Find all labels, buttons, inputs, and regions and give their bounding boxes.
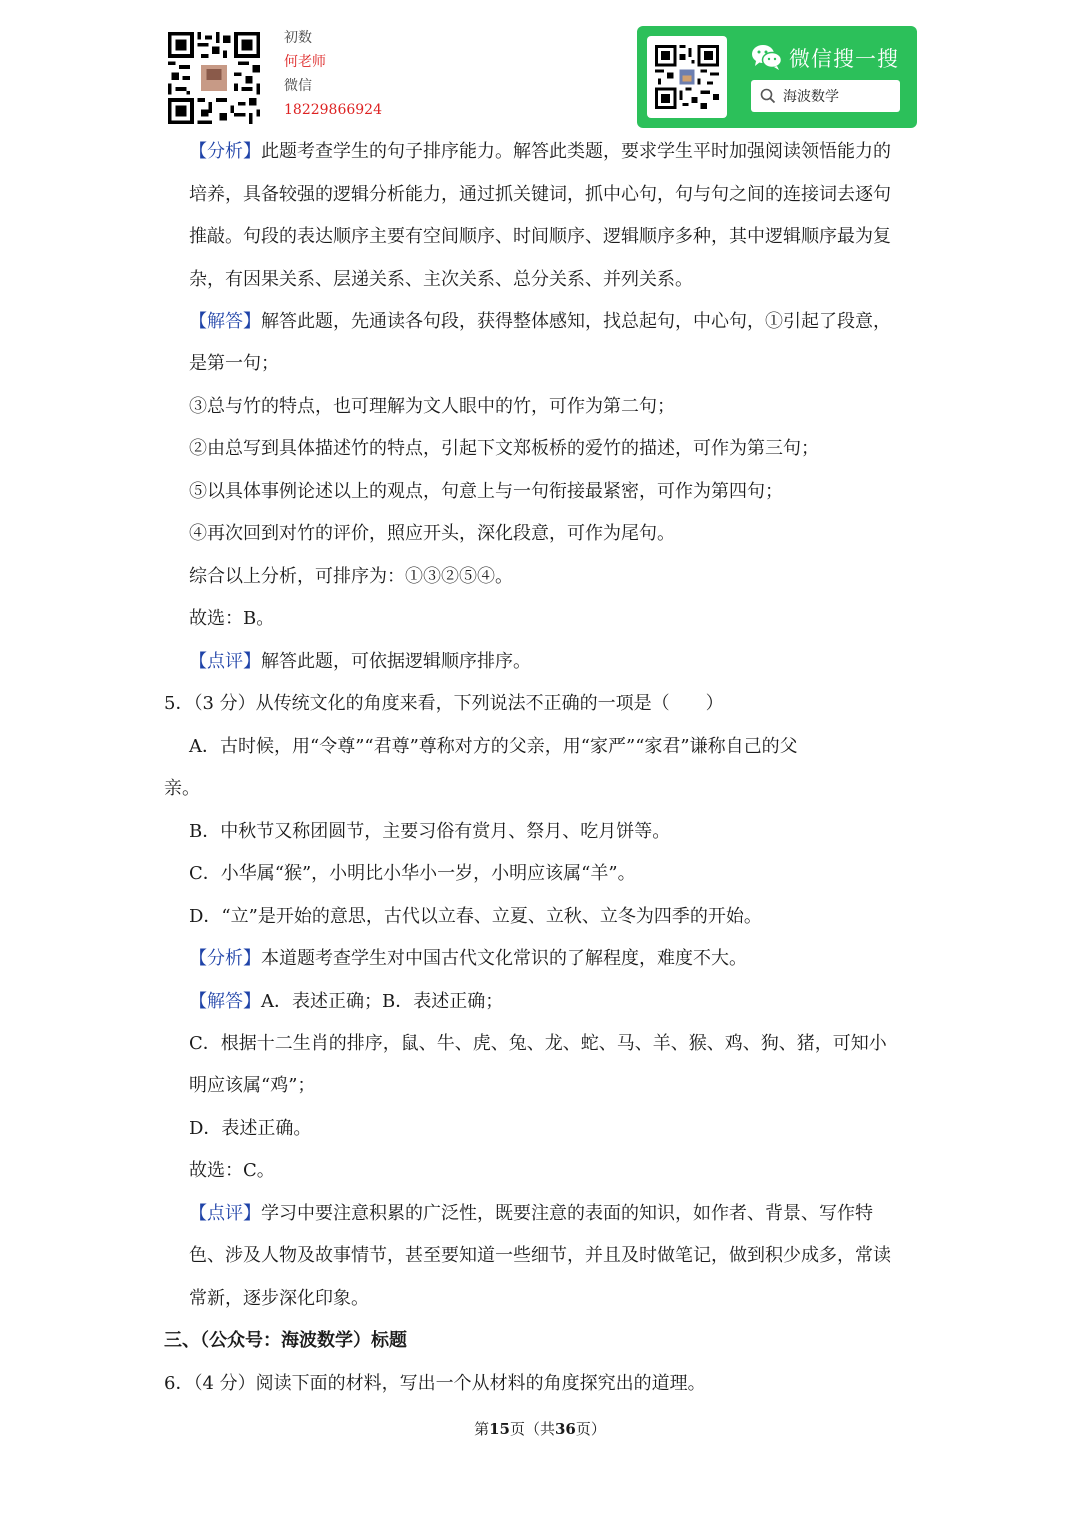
answer-tag: 【解答】 bbox=[189, 991, 261, 1012]
section-title: 三、（公众号：海波数学）标题 bbox=[164, 1330, 407, 1351]
q5-comment-line: 常新，逐步深化印象。 bbox=[189, 1288, 369, 1309]
q5-option-b: B．中秋节又称团圆节，主要习俗有赏月、祭月、吃月饼等。 bbox=[189, 821, 671, 842]
q4-answer-line: 故选：B。 bbox=[189, 608, 275, 629]
contact-line: 初数 bbox=[284, 30, 312, 46]
wechat-logo-icon bbox=[751, 43, 783, 71]
q5-option-c: C．小华属“猴”，小明比小华小一岁，小明应该属“羊”。 bbox=[189, 863, 636, 884]
contact-phone: 18229866924 bbox=[284, 102, 382, 118]
q4-answer-line: 是第一句； bbox=[189, 353, 279, 374]
q5-option-a-cont: 亲。 bbox=[164, 778, 200, 799]
contact-line: 微信 bbox=[284, 78, 312, 94]
page-total: 36 bbox=[555, 1420, 576, 1438]
q5-comment-line: 色、涉及人物及故事情节，甚至要知道一些细节，并且及时做笔记，做到积少成多，常读 bbox=[189, 1245, 891, 1266]
page-number: 第15页（共36页） bbox=[474, 1420, 606, 1438]
analysis-tag: 【分析】 bbox=[189, 948, 261, 969]
q5-answer-line: D．表述正确。 bbox=[189, 1118, 312, 1139]
contact-line: 何老师 bbox=[284, 54, 326, 70]
contact-info bbox=[284, 26, 382, 122]
q4-answer-line: ③总与竹的特点，也可理解为文人眼中的竹，可作为第二句； bbox=[189, 396, 675, 417]
qr-code-left bbox=[168, 32, 260, 124]
q5-answer-line: 明应该属“鸡”； bbox=[189, 1075, 316, 1096]
q4-analysis-line: 杂，有因果关系、层递关系、主次关系、总分关系、并列关系。 bbox=[189, 269, 693, 290]
q4-analysis-line: 培养，具备较强的逻辑分析能力，通过抓关键词，抓中心句，句与句之间的连接词去逐句 bbox=[189, 184, 891, 205]
wechat-search-text: 海波数学 bbox=[783, 89, 839, 105]
q4-answer-line: ④再次回到对竹的评价，照应开头，深化段意，可作为尾句。 bbox=[189, 523, 675, 544]
page-current: 15 bbox=[489, 1420, 510, 1438]
q4-analysis-line: 推敲。句段的表达顺序主要有空间顺序、时间顺序、逻辑顺序多种，其中逻辑顺序最为复 bbox=[189, 226, 891, 247]
comment-tag: 【点评】 bbox=[189, 1203, 261, 1224]
wechat-search-box[interactable] bbox=[751, 80, 900, 112]
q5-stem: 5．（3 分）从传统文化的角度来看，下列说法不正确的一项是（ ） bbox=[164, 693, 724, 714]
answer-tag: 【解答】 bbox=[189, 311, 261, 332]
q5-analysis-line: 【分析】本道题考查学生对中国古代文化常识的了解程度，难度不大。 bbox=[189, 948, 747, 969]
q4-answer-line: ⑤以具体事例论述以上的观点，句意上与一句衔接最紧密，可作为第四句； bbox=[189, 481, 783, 502]
q5-answer-line: C．根据十二生肖的排序，鼠、牛、虎、兔、龙、蛇、马、羊、猴、鸡、狗、猪，可知小 bbox=[189, 1033, 887, 1054]
comment-tag: 【点评】 bbox=[189, 651, 261, 672]
q4-answer-line: 【解答】解答此题，先通读各句段，获得整体感知，找总起句，中心句，①引起了段意， bbox=[189, 311, 891, 332]
q4-answer-line: 综合以上分析，可排序为：①③②⑤④。 bbox=[189, 566, 513, 587]
analysis-tag: 【分析】 bbox=[189, 141, 261, 162]
q5-option-d: D．“立”是开始的意思，古代以立春、立夏、立秋、立冬为四季的开始。 bbox=[189, 906, 762, 927]
q6-stem: 6．（4 分）阅读下面的材料，写出一个从材料的角度探究出的道理。 bbox=[164, 1373, 706, 1394]
q4-comment-line: 【点评】解答此题，可依据逻辑顺序排序。 bbox=[189, 651, 531, 672]
q4-analysis-line: 【分析】此题考查学生的句子排序能力。解答此类题，要求学生平时加强阅读领悟能力的 bbox=[189, 141, 891, 162]
qr-code-right bbox=[647, 36, 727, 118]
wechat-search-card[interactable] bbox=[637, 26, 917, 128]
q5-answer-line: 【解答】A．表述正确；B．表述正确； bbox=[189, 991, 504, 1012]
wechat-card-title: 微信搜一搜 bbox=[789, 47, 899, 71]
q5-comment-line: 【点评】学习中要注意积累的广泛性，既要注意的表面的知识，如作者、背景、写作特 bbox=[189, 1203, 873, 1224]
q5-answer-line: 故选：C。 bbox=[189, 1160, 275, 1181]
q4-answer-line: ②由总写到具体描述竹的特点，引起下文郑板桥的爱竹的描述，可作为第三句； bbox=[189, 438, 819, 459]
search-icon bbox=[760, 88, 776, 104]
q5-option-a: A．古时候，用“令尊”“君尊”尊称对方的父亲，用“家严”“家君”谦称自己的父 bbox=[189, 736, 798, 757]
